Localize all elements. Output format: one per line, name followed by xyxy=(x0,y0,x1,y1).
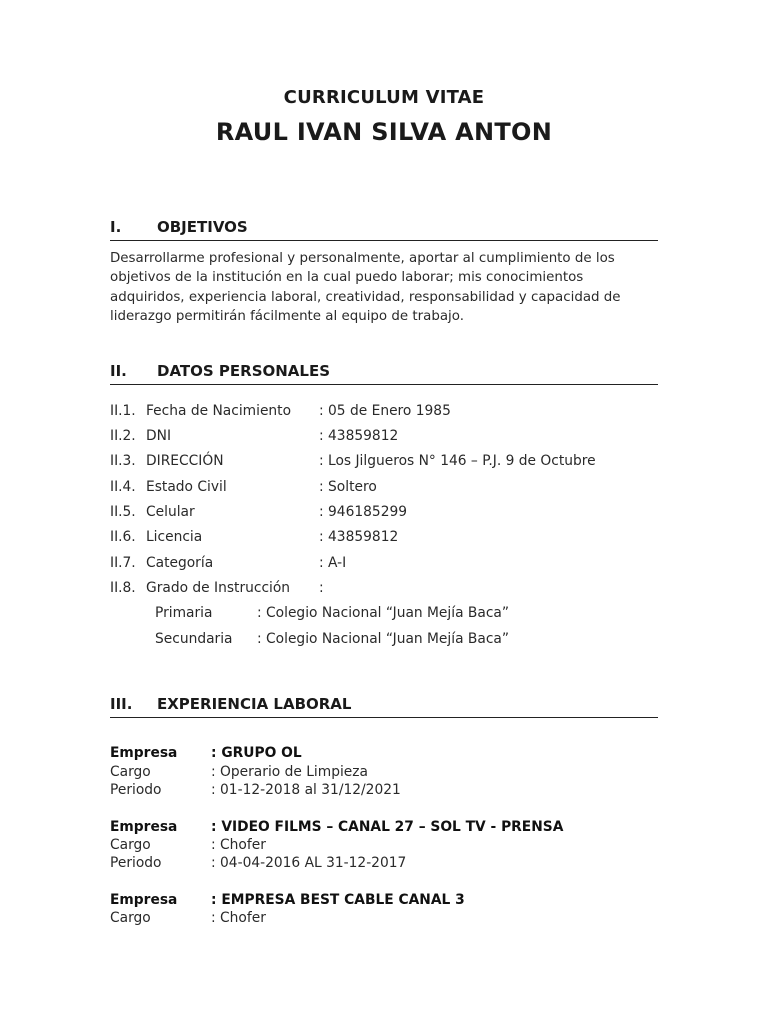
section-objetivos-heading xyxy=(110,218,658,241)
datos-item-number: II.5. xyxy=(110,504,136,520)
datos-item-value: : Soltero xyxy=(319,479,377,495)
datos-item-number: II.2. xyxy=(110,428,136,444)
datos-item-number: II.3. xyxy=(110,453,136,469)
instruccion-label: Secundaria xyxy=(155,631,233,647)
section-datos-heading xyxy=(110,362,658,385)
job-periodo-label: Periodo xyxy=(110,855,162,871)
job-empresa-value: : VIDEO FILMS – CANAL 27 – SOL TV - PRENSA xyxy=(211,819,564,835)
datos-item-label: Categoría xyxy=(146,555,214,571)
datos-item-number: II.6. xyxy=(110,529,136,545)
paragraph-line: objetivos de la institución en la cual puedo laborar; mis conocimientos xyxy=(110,270,584,286)
job-cargo-label: Cargo xyxy=(110,837,151,853)
job-empresa-value: : GRUPO OL xyxy=(211,745,302,761)
job-empresa-label: Empresa xyxy=(110,819,178,835)
datos-item-number: II.4. xyxy=(110,479,136,495)
job-periodo-label: Periodo xyxy=(110,782,162,798)
datos-item-value: : 946185299 xyxy=(319,504,408,520)
job-cargo-value: : Chofer xyxy=(211,910,266,926)
datos-item-label: Grado de Instrucción xyxy=(146,580,291,596)
datos-item-value: : 05 de Enero 1985 xyxy=(319,403,451,419)
job-cargo-label: Cargo xyxy=(110,910,151,926)
datos-item-label: Estado Civil xyxy=(146,479,227,495)
datos-item-label: Licencia xyxy=(146,529,203,545)
paragraph-line: Desarrollarme profesional y personalmente, aportar al cumplimiento de los xyxy=(110,251,615,266)
section-title: OBJETIVOS xyxy=(157,218,248,236)
instruccion-label: Primaria xyxy=(155,605,213,621)
job-cargo-label: Cargo xyxy=(110,764,151,780)
datos-item-value: : xyxy=(319,580,324,596)
datos-item-value: : 43859812 xyxy=(319,428,399,444)
datos-item-value: : A-I xyxy=(319,555,347,571)
datos-item-number: II.7. xyxy=(110,555,136,571)
datos-item-label: Celular xyxy=(146,504,195,520)
datos-item-label: DNI xyxy=(146,428,172,444)
datos-item-label: DIRECCIÓN xyxy=(146,453,224,469)
objetivos-paragraph xyxy=(110,249,658,326)
job-cargo-value: : Operario de Limpieza xyxy=(211,764,368,780)
job-empresa-label: Empresa xyxy=(110,745,178,761)
job-cargo-value: : Chofer xyxy=(211,837,266,853)
datos-item-value: : Los Jilgueros N° 146 – P.J. 9 de Octubre xyxy=(319,453,596,469)
instruccion-value: : Colegio Nacional “Juan Mejía Baca” xyxy=(257,605,510,621)
section-number: II. xyxy=(110,362,127,380)
document-title: CURRICULUM VITAE xyxy=(283,87,485,108)
section-number: I. xyxy=(110,218,122,236)
datos-item-label: Fecha de Nacimiento xyxy=(146,403,292,419)
instruccion-value: : Colegio Nacional “Juan Mejía Baca” xyxy=(257,631,510,647)
candidate-name: RAUL IVAN SILVA ANTON xyxy=(215,118,553,146)
section-title: DATOS PERSONALES xyxy=(157,362,331,380)
section-number: III. xyxy=(110,695,133,713)
paragraph-line: adquiridos, experiencia laboral, creatividad, responsabilidad y capacidad de xyxy=(110,289,621,305)
datos-item-number: II.1. xyxy=(110,403,136,419)
section-title: EXPERIENCIA LABORAL xyxy=(157,695,352,713)
job-empresa-label: Empresa xyxy=(110,892,178,908)
paragraph-line: liderazgo permitirán fácilmente al equipo de trabajo. xyxy=(110,308,464,324)
datos-item-value: : 43859812 xyxy=(319,529,399,545)
job-periodo-value: : 04-04-2016 AL 31-12-2017 xyxy=(211,855,407,871)
section-experiencia-heading xyxy=(110,695,658,718)
datos-item-number: II.8. xyxy=(110,580,136,596)
job-periodo-value: : 01-12-2018 al 31/12/2021 xyxy=(211,782,401,798)
job-empresa-value: : EMPRESA BEST CABLE CANAL 3 xyxy=(211,892,465,908)
